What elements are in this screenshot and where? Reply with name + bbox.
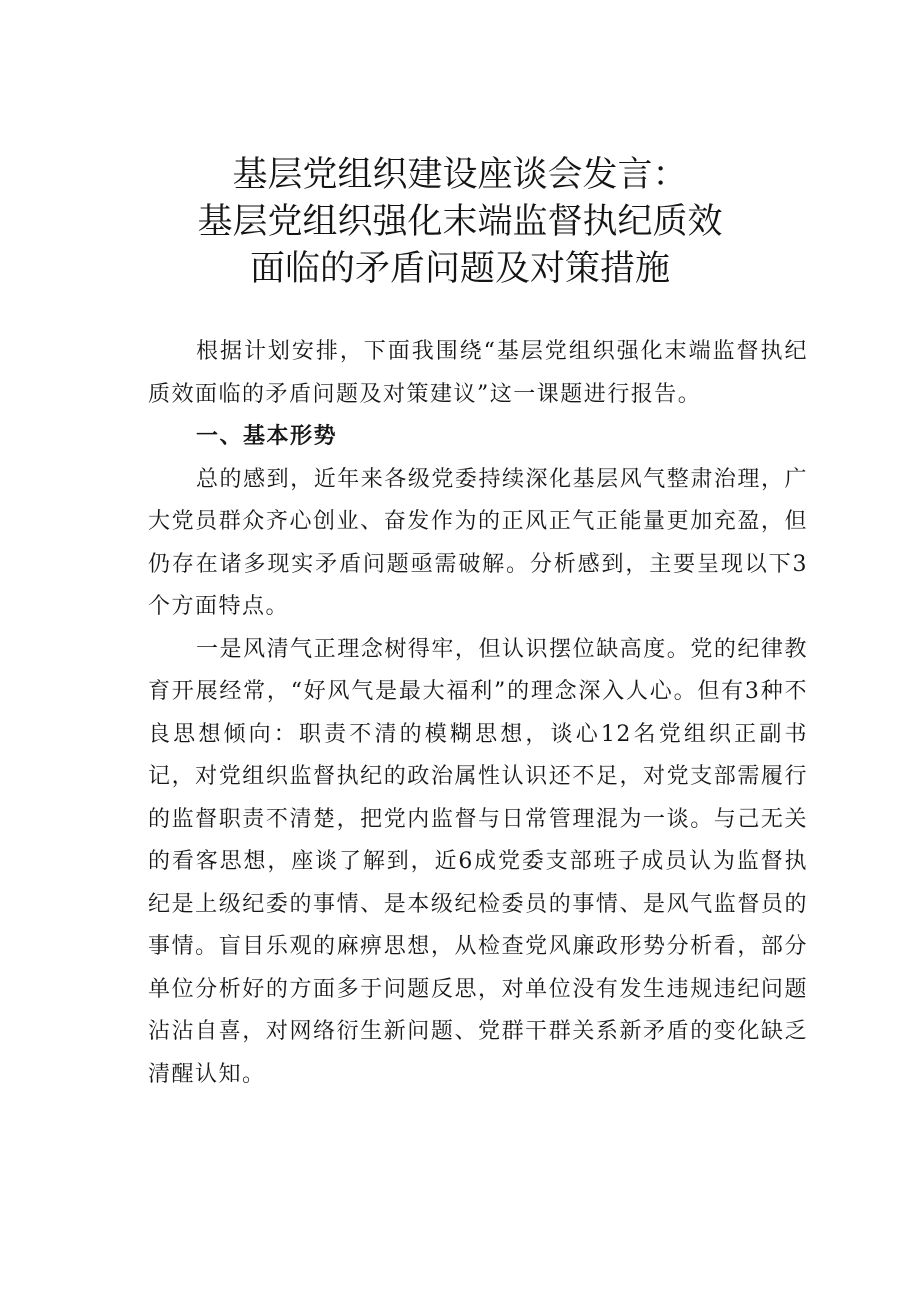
- title-line-1: 基层党组织建设座谈会发言：: [232, 155, 688, 195]
- intro-paragraph: 根据计划安排，下面我围绕“基层党组织强化末端监督执纪质效面临的矛盾问题及对策建议”这一课题进行报告。: [148, 339, 808, 407]
- paragraph-point-one: 一是风清气正理念树得牢，但认识摆位缺高度。党的纪律教育开展经常，“好风气是最大福利”的理念深入人心。但有3种不良思想倾向：职责不清的模糊思想，谈心12名党组织正副书记，对党组织监督执纪的政治属性认识还不足，对党支部需履行的监督职责不清楚，把党内监督与日常管理混为一谈。与己无关的看客思想，座谈了解到，近6成党委支部班子成员认为监督执纪是上级纪委的事情、是本级纪检委员的事情、是风气监督员的事情。盲目乐观的麻痹思想，从检查党风廉政形势分析看，部分单位分析好的方面多于问题反思，对单位没有发生违规违纪问题沾沾自喜，对网络衍生新问题、党群干群关系新矛盾的变化缺乏清醒认知。: [148, 636, 808, 1087]
- title-line-2: 基层党组织强化末端监督执纪质效: [197, 202, 723, 242]
- document-body: [148, 331, 808, 1096]
- section-heading: 一、基本形势: [196, 424, 338, 449]
- title-line-3: 面临的矛盾问题及对策措施: [249, 249, 670, 289]
- document-title: [140, 152, 780, 293]
- paragraph-overview: 总的感到，近年来各级党委持续深化基层风气整肃治理，广大党员群众齐心创业、奋发作为的正风正气正能量更加充盈，但仍存在诸多现实矛盾问题亟需破解。分析感到，主要呈现以下3个方面特点。: [148, 466, 808, 619]
